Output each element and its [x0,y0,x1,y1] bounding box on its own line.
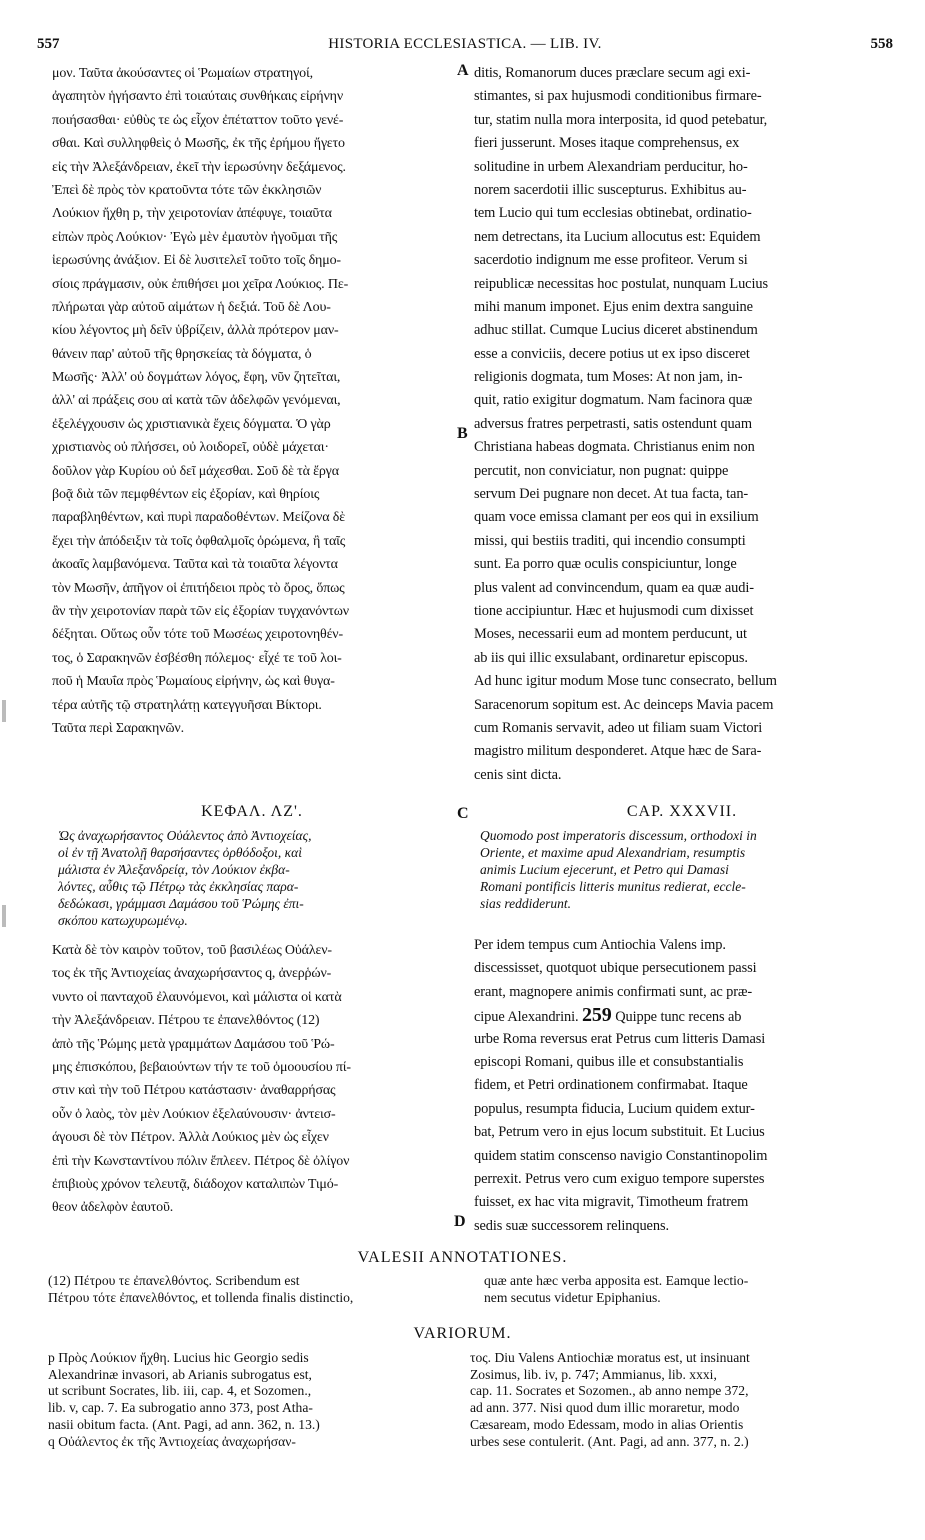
text-line: Κατὰ δὲ τὸν καιρὸν τοῦτον, τοῦ βασιλέως Οὐάλεν- [52,943,332,958]
text-line: populus, resumpta fiducia, Lucium quidem extur- [474,1100,755,1117]
text-line: παραβληθέντων, καὶ πυρὶ παραδοθέντων. Μείζονα δὲ [52,510,345,526]
page-number-right: 558 [870,36,893,52]
text-line: ἀγαπητὸν ἡγήσαντο ἐπὶ τοιαύταις συνθήκαις εἰρήνην [52,89,344,105]
text-line: cum Romanis servavit, adeo ut filiam suam Victori [474,719,763,736]
greek-column-top [52,62,452,740]
text-line: esse a conviciis, decere potius ut ex ipso disceret [474,345,750,362]
variorum-title: VARIORUM. [413,1325,512,1342]
text-line: lib. v, cap. 7. Ea subrogatio anno 373, post Atha- [48,1400,313,1416]
text-line: urbes sese contulerit. (Ant. Pagi, ad ann. 377, n. 2.) [470,1433,749,1449]
text-line: perrexit. Petrus vero cum exiguo tempore superstes [474,1170,765,1187]
text-line: mihi manum imponet. Ejus enim dextra sanguine [474,298,753,315]
text-line: Πέτρου τότε ἐπανελθόντος, et tollenda finalis distinctio, [48,1289,354,1305]
text-line: τέρα αὐτῆς τῷ στρατηλάτῃ κατεγγυῆσαι Βίκτορι. [52,697,322,713]
text-line: adversus fratres perpetrasti, satis ostendunt quam [474,415,752,432]
latin-chapter-text [474,934,890,1238]
text-line: servum Dei pugnare non decet. At tua facta, tan- [474,486,749,503]
margin-mark [2,905,6,927]
text-line: εἰς τὴν Ἀλεξάνδρειαν, ἐκεῖ τὴν ἱερωσύνην δεξάμενος. [52,159,346,175]
text-line: τος, ὁ Σαρακηνῶν ἐσβέσθη πόλεμος· εἶχέ τε τοῦ λοι- [52,650,342,666]
page-number-left: 557 [37,36,60,52]
text-line: quæ ante hæc verba apposita est. Eamque lectio- [484,1273,749,1288]
text-line: ἐπὶ τὴν Κωνσταντίνου πόλιν ἔπλεεν. Πέτρος δὲ ὀλίγον [52,1153,350,1169]
text-line: Ἐπεὶ δὲ πρὸς τὸν κρατοῦντα τότε τῶν ἐκκλησιῶν [52,182,322,198]
text-line: quidem statim conscenso navigio Constantinopolim [474,1147,768,1164]
text-line: Ταῦτα περὶ Σαρακηνῶν. [52,720,184,736]
text-line: fidem, et Petri ordinationem confirmabat. Itaque [474,1077,748,1094]
text-line: τὸν Μωσῆν, ἀπῆγον οἱ ἐπιτήδειοι πρὸς τὸ ὄρος, ὅπως [52,580,345,596]
text-line: θάνειν παρ' αὐτοῦ τῆς θρησκείας τὰ δόγματα, ὁ [52,346,312,362]
text-line: δέξηται. Οὕτως οὖν τότε τοῦ Μωσέως χειροτονηθέν- [52,627,343,643]
text-line: sacerdotio indignum me esse profiteor. Verum si [474,252,748,269]
greek-chapter-summary [52,827,452,929]
text-line: ut scribunt Socrates, lib. iii, cap. 4, et Sozomen., [48,1383,312,1399]
text-line: δοῦλον γὰρ Κυρίου οὐ δεῖ μάχεσθαι. Σοῦ δὲ τὰ ἔργα [52,463,339,479]
text-line: quit, ratio exigitur dogmatum. Nam facinora quæ [474,392,753,409]
text-line: σκόπου κατωχυρωμένῳ. [58,913,188,928]
text-line: ἔχει τὴν ἀπόδειξιν τὰ τοῖς ὀφθαλμοῖς ὁρώμενα, ἢ ταῖς [52,533,346,549]
text-line: p Πρὸς Λούκιον ἤχθη. Lucius hic Georgio sedis [48,1350,309,1365]
text-line: μης ἐπισκόπου, βεβαιούντων τήν τε τοῦ ὁμοουσίου πί- [52,1059,351,1075]
text-line: nasii obitum facta. (Ant. Pagi, ad ann. 362, n. 13.) [48,1416,320,1432]
text-line: Μωσῆς· Ἀλλ' οὐ δογμάτων λόγος, ἔφη, νῦν ζητεῖται, [52,370,341,386]
latin-chapter-title: CAP. XXXVII. [626,803,738,820]
section-marker-c: C [457,805,469,822]
section-marker-d: D [454,1213,466,1230]
text-line: ποῦ ἡ Μαυΐα πρὸς Ῥωμαίους εἰρήνην, ὡς καὶ θυγα- [52,674,335,690]
text-line: μον. Ταῦτα ἀκούσαντες οἱ Ῥωμαίων στρατηγοί, [52,66,313,81]
text-line: ad ann. 377. Nisi quod dum illic moraretur, modo [470,1400,740,1416]
text-line: λόντες, αὖθις τῷ Πέτρῳ τὰς ἐκκλησίας παρα- [58,879,299,894]
text-line: τὴν Ἀλεξάνδρειαν. Πέτρου τε ἐπανελθόντος (12) [52,1013,320,1029]
text-line: εἰπὼν πρὸς Λούκιον· Ἐγὼ μὲν ἐμαυτὸν ἡγοῦμαι τῆς [52,229,338,245]
text-line [474,1004,890,1027]
greek-chapter-text [52,939,452,1220]
text-line: θεον ἀδελφὸν ἑαυτοῦ. [52,1200,174,1216]
text-line: percutit, non conviciatur, non pugnat: quippe [474,462,729,479]
variorum-left [48,1350,458,1450]
page-reference-number: 259 [582,1004,612,1027]
greek-chapter-title: ΚΕΦΑΛ. ΛΖ'. [201,803,303,820]
valesii-right [484,1273,894,1306]
text-line: Zosimus, lib. iv, p. 747; Ammianus, lib. xxxi, [470,1366,717,1382]
text-line: χριστιανὸς οὐ πλήσσει, οὐ λοιδορεῖ, οὐδὲ μάχεται· [52,440,329,456]
valesii-left [48,1273,458,1306]
latin-column-top [474,62,890,787]
text-line: tur, statim nulla mora interposita, id quod petebatur, [474,111,768,128]
section-marker-b: B [457,425,468,442]
text-line: solitudine in urbem Alexandriam perducitur, ho- [474,158,748,175]
text-line: sias reddiderunt. [480,896,571,911]
text-line: άγουσι δὲ τὸν Πέτρον. Ἀλλὰ Λούκιος μὲν ὡς εἶχεν [52,1130,329,1146]
text-line: norem sacerdotii illic suscepturus. Exhibitus au- [474,181,747,198]
text-line: tione accipiuntur. Hæc et hujusmodi cum dixisset [474,602,754,619]
text-line: πλήρωται γὰρ αὐτοῦ αἱμάτων ἡ δεξιά. Τοῦ δὲ Λου- [52,299,331,315]
text-line: quam voce emissa clamant per eos qui in exsilium [474,509,759,526]
text-line: (12) Πέτρου τε ἐπανελθόντος. Scribendum est [48,1273,300,1288]
text-line: ἂν τὴν χειροτονίαν παρὰ τῶν εἰς ἐξορίαν τυγχανόντων [52,603,349,619]
text-line: οἱ ἐν τῇ Ἀνατολῇ θαρσήσαντες ὀρθόδοξοι, καὶ [58,845,303,860]
text-line: κίου λέγοντος μὴ δεῖν ὑβρίζειν, ἀλλὰ πρότερον μαν- [52,323,339,339]
margin-mark [2,700,6,722]
text-line: Per idem tempus cum Antiochia Valens imp. [474,937,726,953]
text-line: στιν καὶ τὴν τοῦ Πέτρου κατάστασιν· ἀναθαρρήσας [52,1083,336,1099]
line-fragment: cipue Alexandrini. [474,1009,579,1026]
text-line: νυντο οἱ πανταχοῦ ἐλαυνόμενοι, καὶ μάλιστα οἱ κατὰ [52,989,342,1005]
page-header [37,36,893,58]
text-line: Alexandrinæ invasori, ab Arianis subrogatus est, [48,1366,312,1382]
text-line: bat, Petrum vero in ejus locum substituit. Et Lucius [474,1124,765,1141]
text-line: μάλιστα ἐν Ἀλεξανδρείᾳ, τὸν Λούκιον ἐκβα- [58,862,290,877]
text-line: fieri jusserunt. Moses itaque comprehensus, ex [474,135,740,152]
text-line: sedis suæ successorem relinquens. [474,1217,669,1234]
variorum-right [470,1350,890,1450]
text-line: Romani pontificis litteris munitus redierat, eccle- [480,879,746,894]
text-line: ἀλλ' αἱ πράξεις σου αἱ κατὰ τῶν ἀδελφῶν γενόμεναι, [52,393,341,409]
text-line: erant, magnopere animis confirmati sunt, ac præ- [474,983,753,1000]
latin-chapter [474,803,890,1238]
text-line: missi, qui bestiis traditi, qui incendio consumpti [474,532,746,549]
text-line: animis Lucium ejecerunt, et Petro qui Damasi [480,862,729,877]
text-line: nem secutus videtur Epiphanius. [484,1289,661,1305]
text-line: ἐπιβιοὺς χρόνον τελευτᾷ, διάδοχον καταλιπὼν Τιμό- [52,1176,339,1192]
text-line: cenis sint dicta. [474,766,562,783]
text-line: Oriente, et maxime apud Alexandriam, resumptis [480,845,746,860]
text-line: Moses, necessarii eum ad montem perducunt, ut [474,626,747,643]
text-line: religionis dogmata, tum Moses: At non jam, in- [474,369,743,386]
text-line: ποιήσασθαι· εὐθὺς τε ὡς εἶχον ἐπέταττον τοῦτο γενέ- [52,112,344,128]
text-line: τος ἐκ τῆς Ἀντιοχείας ἀναχωρήσαντος q, ἀνερῥών- [52,966,332,982]
text-line: sunt. Ea porro quæ oculis conspiciuntur, longe [474,556,737,573]
text-line: ἀκοαῖς λαμβανόμενα. Ταῦτα καὶ τὰ τοιαῦτα λέγοντα [52,557,338,573]
text-line: ἀπὸ τῆς Ῥώμης μετὰ γραμμάτων Δαμάσου τοῦ Ῥώ- [52,1036,335,1052]
text-line: urbe Roma reversus erat Petrus cum litteris Damasi [474,1030,766,1047]
text-line: Ad hunc igitur modum Mose tunc consecrato, bellum [474,673,777,690]
running-title: HISTORIA ECCLESIASTICA. — LIB. IV. [328,36,602,52]
valesii-title: VALESII ANNOTATIONES. [357,1249,568,1266]
text-line: σίοις πράγμασιν, οὐκ ἐπιθήσει μοι χεῖρα Λούκιος. Πε- [52,276,349,292]
text-line: ditis, Romanorum duces præclare secum agi exi- [474,65,751,81]
text-line: magistro militum desponderet. Atque hæc de Sara- [474,743,762,760]
text-line: fuisset, ex hac vita migravit, Timotheum fratrem [474,1194,749,1211]
text-line: δεδώκασι, γράμμασι Δαμάσου τοῦ Ῥώμης ἐπι- [58,896,304,911]
text-line: Λούκιον ἤχθη p, τὴν χειροτονίαν ἀπέφυγε, τοιαῦτα [52,206,332,222]
text-line: Christiana habeas dogmata. Christianus enim non [474,439,755,456]
text-line: cap. 11. Socrates et Sozomen., ab anno nempe 372, [470,1383,749,1399]
text-line: nem detrectans, ita Lucium allocutus est: Equidem [474,228,761,245]
text-line: Ὡς ἀναχωρήσαντος Οὐάλεντος ἀπὸ Ἀντιοχείας, [58,828,312,843]
text-line: episcopi Romani, quibus ille et consubstantialis [474,1053,744,1070]
text-line: adhuc stillat. Cumque Lucius diceret abstinendum [474,322,758,339]
section-marker-a: A [457,62,469,79]
text-line: ab iis qui illic exsulabant, ordinaretur episcopus. [474,649,748,666]
greek-chapter [52,803,452,1220]
text-line: οὖν ὁ λαὸς, τὸν μὲν Λούκιον ἐξελαύνουσιν· ἀντεισ- [52,1106,336,1122]
line-fragment: Quippe tunc recens ab [615,1009,742,1026]
text-line: discessisset, quotquot ubique persecutionem passi [474,960,757,977]
text-line: τος. Diu Valens Antiochiæ moratus est, ut insinuant [470,1350,750,1365]
text-line: ἐξελέγχουσιν ὡς χριστιανικὰ ἔχεις δόγματα. Ὁ γὰρ [52,416,331,432]
text-line: Cæsaream, modo Edessam, modo in alias Orientis [470,1416,744,1432]
text-line: plus valent ad convincendum, quam ea quæ audi- [474,579,754,596]
text-line: σθαι. Καὶ συλληφθεὶς ὁ Μωσῆς, ἐκ τῆς ἐρήμου ἤγετο [52,136,345,152]
text-line: Saracenorum sopitum est. Ac deinceps Mavia pacem [474,696,774,713]
text-line: q Οὐάλεντος ἐκ τῆς Ἀντιοχείας ἀναχωρήσαν- [48,1433,296,1449]
text-line: Quomodo post imperatoris discessum, orthodoxi in [480,828,757,843]
text-line: βοᾷ διὰ τῶν πεμφθέντων εἰς ἐξορίαν, καὶ θηρίοις [52,487,320,503]
text-line: ἱερωσύνης ἀνάξιον. Εἰ δὲ λυσιτελεῖ τοῦτο τοῖς δημο- [52,253,341,269]
latin-chapter-summary [474,827,890,912]
text-line: reipublicæ necessitas hoc postulat, nunquam Lucius [474,275,768,292]
text-line: tem Lucio qui tum ecclesias obtinebat, ordinatio- [474,205,752,222]
text-line: stimantes, si pax hujusmodi conditionibus firmare- [474,88,762,105]
